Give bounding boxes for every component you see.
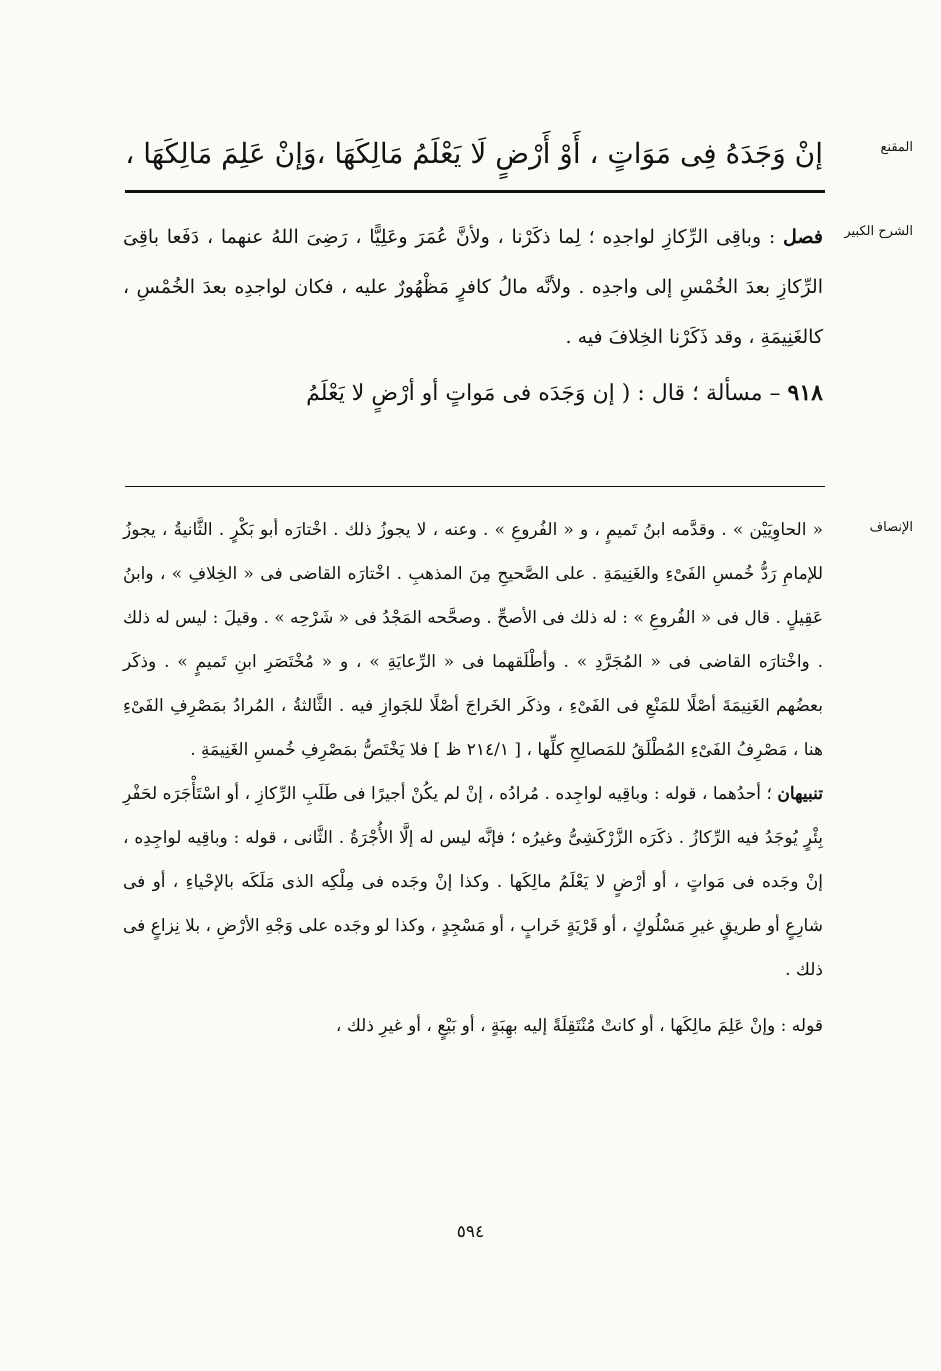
insaf-para2-body: ؛ أحدُهما ، قوله : وباقِيه لواجِده . مُرادُه ، إنْ لم يكُنْ أجيرًا فى طَلَبِ الرِّكازِ ، أو اسْتَأْجَرَه لحَفْرِ بِئْرٍ يُوجَدُ فيه الرِّكازُ . ذكَرَه الزَّرْكَشِىُّ وغيرُه ؛ فإنَّه ليس له إلَّا الأُجْرَةُ . الثَّانى ، قوله : وباقِيه لواجِدِه ، إنْ وجَده فى مَواتٍ ، أو أرْضٍ لا يَعْلَمُ مالِكَها . وكذا إنْ وجَده فى مِلْكِه الذى مَلَكَه بالإحْياءِ ، أو فى شارِعٍ أو طريقٍ غيرِ مَسْلُوكٍ ، أو قَرْيَةٍ خَرابٍ ، أو مَسْجِدٍ ، وكذا لو وجَده على وَجْهِ الأرْضِ ، بلا نِزاعٍ فى ذلك .: [123, 784, 823, 980]
masala-number: ٩١٨: [787, 380, 823, 406]
section-label-muqni: المقنع: [880, 140, 913, 155]
sharh-text: [123, 212, 823, 419]
masala-text: – مسألة ؛ قال : ( إن وَجَدَه فى مَواتٍ أو أرْضٍ لا يَعْلَمُ: [306, 381, 781, 406]
section-label-insaf: الإنصاف: [869, 520, 913, 535]
insaf-paragraph-3: قوله : وإنْ عَلِمَ مالِكَها ، أو كانتْ مُنْتَقِلَةً إليه بهِبَةٍ ، أو بَيْعٍ ، أو غيرِ ذلك ،: [335, 1016, 823, 1036]
section-label-sharh: الشرح الكبير: [844, 224, 913, 239]
masala-line: [123, 368, 823, 419]
insaf-para1-body: « الحاوِيَيْن » . وقدَّمه ابنُ تَميمٍ ، و « الفُروعِ » . وعنه ، لا يجوزُ ذلك . اخْتارَه أبو بَكْرٍ . الثَّانيةُ ، يجوزُ للإمامِ رَدُّ خُمسِ الفَىْءِ والغَنِيمَةِ . على الصَّحيحِ مِنَ المذهبِ . اخْتارَه القاضى فى « الخِلافِ » ، وابنُ عَقِيلٍ . قال فى « الفُروعِ » : له ذلك فى الأصحِّ . وصحَّحه المَجْدُ فى « شَرْحِه » . وقيلَ : ليس له ذلك . واخْتارَه القاضى فى « المُجَرَّدِ » . وأطْلَقهما فى « الرِّعايَةِ » ، و « مُخْتَصَرِ ابنِ تَميمٍ » . وذكَر بعضُهم الغَنِيمَةَ أصْلًا للمَنْعِ فى الفَىْءِ ، وذكَر الخَراجَ أصْلًا للجَوازِ فيه . الثَّالثةُ ، المُرادُ بمَصْرِفِ الفَىْءِ هنا ، مَصْرِفُ الفَىْءِ المُطْلَقُ للمَصالِحِ كلِّها ،: [123, 520, 823, 760]
fasl-heading: فصل: [783, 226, 823, 248]
manuscript-ref: [ ٢١٤/١ ظ ]: [433, 740, 522, 760]
sharh-body: : وباقِى الرِّكازِ لواجدِه ؛ لِما ذكَرْنا ، ولأنَّ عُمَرَ وعَلِيًّا ، رَضِىَ اللهُ عنهما ، دَفَعا باقِىَ الرِّكازِ بعدَ الخُمْسِ إلى واجدِه . ولأنَّه مالُ كافرٍ مَظْهُورٌ عليه ، فكان لواجدِه بعدَ الخُمْسِ ، كالغَنِيمَةِ ، وقد ذَكَرْنا الخِلافَ فيه .: [123, 226, 823, 348]
page-number: ٥٩٤: [456, 1222, 485, 1242]
muqni-line: إنْ وَجَدَهُ فِى مَوَاتٍ ، أَوْ أَرْضٍ لَا يَعْلَمُ مَالِكَهَا ،وَإنْ عَلِمَ مَالِكَهَا ،: [125, 137, 823, 170]
muqni-text: [123, 126, 823, 182]
insaf-para1-end: فلا يَخْتَصُّ بمَصْرِفِ خُمسِ الغَنِيمَةِ .: [190, 740, 429, 760]
tanbihan-heading: تنبيهان: [777, 784, 823, 804]
insaf-paragraph-1: [123, 508, 823, 772]
insaf-paragraph-2: [123, 772, 823, 992]
section-divider-thick: [125, 190, 825, 193]
section-divider-thin: [125, 486, 825, 487]
insaf-text: [123, 508, 823, 1048]
sharh-paragraph: [123, 212, 823, 362]
